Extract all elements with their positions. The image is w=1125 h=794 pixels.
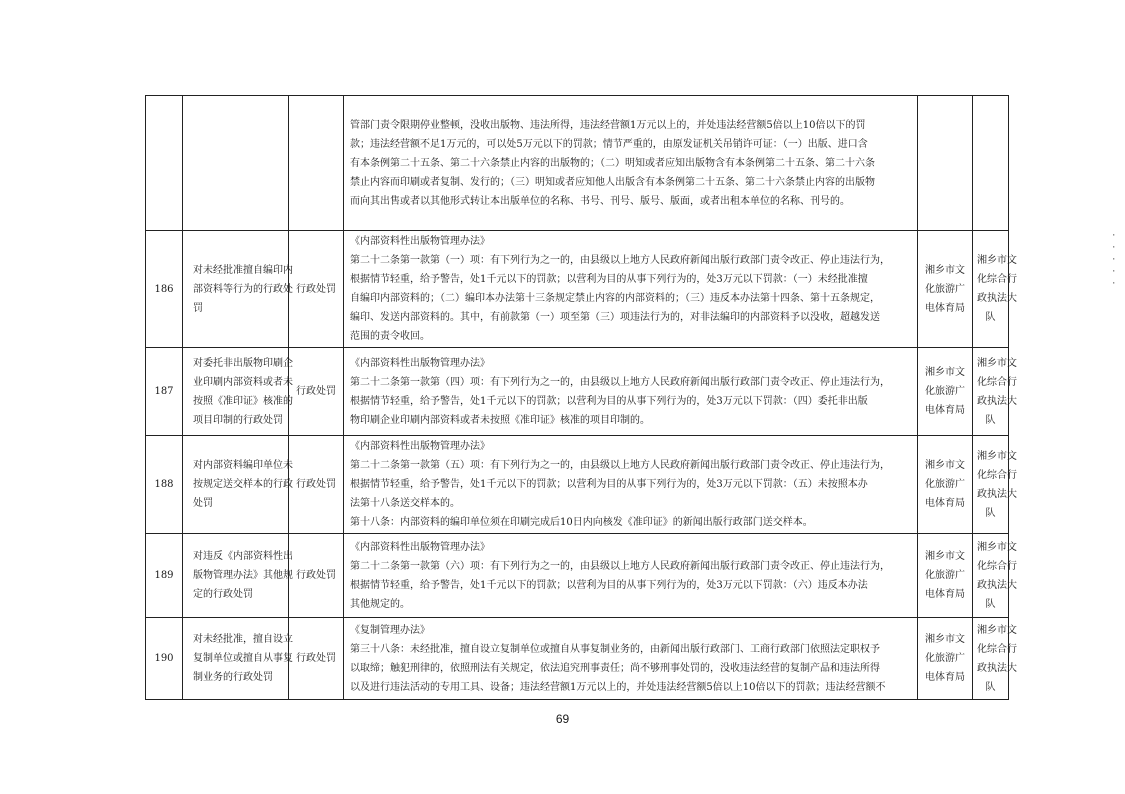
agency-line: 湘乡市文 <box>977 624 1017 636</box>
table-row <box>146 618 1009 700</box>
item-name-line: 项目印制的行政处罚 <box>193 414 283 426</box>
legal-basis-line: 管部门责令限期停业整顿，没收出版物、违法所得，违法经营额1万元以上的，并处违法经营额5倍以上10倍以下的罚 <box>350 119 866 131</box>
department-line: 湘乡市文 <box>925 634 965 645</box>
legal-basis <box>344 96 918 231</box>
item-name-line: 对未经批准，擅自设立 <box>193 634 293 645</box>
legal-basis-line: 有本条例第二十五条、第二十六条禁止内容的出版物的；（二）明知或者应知出版物含有本条例第二十五条、第二十六条 <box>350 157 875 169</box>
enforcement-agency <box>973 534 1017 618</box>
agency-line: 政执法大 <box>977 662 1017 674</box>
legal-basis <box>344 534 918 618</box>
agency-line: 政执法大 <box>977 488 1017 500</box>
table-row <box>146 436 1009 534</box>
agency-line: 化综合行 <box>977 274 1017 285</box>
legal-basis <box>344 436 918 534</box>
legal-basis-line: 自编印内部资料的；（二）编印本办法第十三条规定禁止内容的内部资料的；（三）违反本办法第十四条、第十五条规定， <box>350 293 880 304</box>
department-line: 化旅游广 <box>925 653 965 664</box>
responsible-department <box>918 436 973 534</box>
responsible-department <box>918 534 973 618</box>
law-enforcement-table <box>145 95 1017 700</box>
agency-line: 化综合行 <box>977 376 1017 388</box>
responsible-department <box>918 348 973 436</box>
agency-line: 政执法大 <box>977 395 1017 407</box>
item-name-line: 复制单位或擅自从事复 <box>193 653 293 664</box>
agency-line: 队 <box>985 312 996 323</box>
department-line: 湘乡市文 <box>925 264 965 276</box>
agency-line: 湘乡市文 <box>977 255 1017 266</box>
table-row <box>146 231 1009 348</box>
legal-basis-line: 第二十二条第一款第（一）项：有下列行为之一的，由县级以上地方人民政府新闻出版行政部门责令改正、停止违法行为， <box>350 255 890 266</box>
legal-basis-line: 第二十二条第一款第（六）项：有下列行为之一的，由县级以上地方人民政府新闻出版行政部门责令改正、停止违法行为， <box>350 560 890 572</box>
enforcement-agency <box>973 618 1017 700</box>
item-name <box>183 231 293 348</box>
agency-line: 湘乡市文 <box>977 541 1017 553</box>
item-name-line: 对内部资料编印单位未 <box>193 460 293 471</box>
agency-line: 队 <box>985 507 996 519</box>
responsible-department <box>918 618 973 700</box>
enforcement-agency <box>973 348 1017 436</box>
legal-basis-line: 《内部资料性出版物管理办法》 <box>350 541 490 553</box>
item-number: 190 <box>146 618 183 700</box>
item-name <box>183 348 293 436</box>
table-row <box>146 96 1009 231</box>
table-row <box>146 348 1009 436</box>
item-number: 187 <box>146 348 183 436</box>
item-name-line: 按照《准印证》核准的 <box>193 395 293 407</box>
legal-basis-line: 款；违法经营额不足1万元的，可以处5万元以下的罚款；情节严重的，由原发证机关吊销许可证：（一）出版、进口含 <box>350 138 868 150</box>
agency-line: 湘乡市文 <box>977 450 1017 462</box>
agency-line: 队 <box>985 681 996 693</box>
legal-basis-line: 根据情节轻重，给予警告，处1千元以下的罚款；以营利为目的从事下列行为的，处3万元以下罚款：（五）未按照本办 <box>350 479 868 490</box>
enforcement-agency <box>973 436 1017 534</box>
power-type: 行政处罚 <box>289 534 344 618</box>
power-type: 行政处罚 <box>289 231 344 348</box>
item-name <box>183 534 293 618</box>
legal-basis-line: 《内部资料性出版物管理办法》 <box>350 441 490 452</box>
table-row <box>146 534 1009 618</box>
power-type: 行政处罚 <box>289 436 344 534</box>
department-line: 湘乡市文 <box>925 551 965 562</box>
legal-basis-line: 法第十八条送交样本的。 <box>350 498 460 509</box>
legal-basis-line: 以及进行违法活动的专用工具、设备；违法经营额1万元以上的，并处违法经营额5倍以上10倍以下的罚款；违法经营额不 <box>350 681 886 693</box>
department-line: 湘乡市文 <box>925 460 965 471</box>
legal-basis-line: 禁止内容而印刷或者复制、发行的；（三）明知或者应知他人出版含有本条例第二十五条、第二十六条禁止内容的出版物 <box>350 176 875 188</box>
legal-basis <box>344 231 918 348</box>
department-line: 电体育局 <box>925 672 965 683</box>
item-name-line: 按规定送交样本的行政 <box>193 479 293 490</box>
agency-line: 湘乡市文 <box>977 357 1017 369</box>
responsible-department <box>918 231 973 348</box>
responsible-department <box>918 96 973 231</box>
item-name-line: 对委托非出版物印刷企 <box>193 357 293 369</box>
department-line: 电体育局 <box>925 498 965 509</box>
item-number: 188 <box>146 436 183 534</box>
legal-basis-line: 物印刷企业印刷内部资料或者未按照《准印证》核准的项目印制的。 <box>350 414 650 426</box>
item-name-line: 处罚 <box>193 498 213 509</box>
legal-basis-line: 范围的责令收回。 <box>350 331 430 342</box>
enforcement-agency <box>973 96 1009 231</box>
power-type: 行政处罚 <box>289 348 344 436</box>
department-line: 电体育局 <box>925 589 965 600</box>
legal-basis-line: 《内部资料性出版物管理办法》 <box>350 357 490 369</box>
agency-line: 队 <box>985 598 996 610</box>
agency-line: 政执法大 <box>977 293 1017 304</box>
item-name-line: 罚 <box>193 302 203 314</box>
department-line: 湘乡市文 <box>925 367 965 378</box>
legal-basis-line: 其他规定的。 <box>350 598 410 610</box>
item-name-line: 版物管理办法》其他规 <box>193 570 293 581</box>
enforcement-agency <box>973 231 1017 348</box>
department-line: 化旅游广 <box>925 570 965 581</box>
legal-basis <box>344 348 918 436</box>
legal-basis-line: 编印、发送内部资料的。其中，有前款第（一）项至第（三）项违法行为的，对非法编印的内部资料予以没收，超越发送 <box>350 312 880 323</box>
legal-basis <box>344 618 918 700</box>
department-line: 化旅游广 <box>925 479 965 490</box>
item-name-line: 部资料等行为的行政处 <box>193 283 293 295</box>
department-line: 电体育局 <box>925 302 965 314</box>
department-line: 化旅游广 <box>925 386 965 397</box>
page-number: 69 <box>555 712 570 726</box>
item-name-line: 对违反《内部资料性出 <box>193 551 293 562</box>
agency-line: 队 <box>985 414 996 426</box>
legal-basis-line: 《复制管理办法》 <box>350 624 430 636</box>
item-name-line: 业印刷内部资料或者未 <box>193 376 293 388</box>
legal-basis-line: 以取缔；触犯刑律的，依照刑法有关规定，依法追究刑事责任；尚不够刑事处罚的，没收违法经营的复制产品和违法所得 <box>350 662 880 674</box>
item-name <box>183 436 293 534</box>
item-name-line: 制业务的行政处罚 <box>193 672 273 683</box>
item-name-line: 定的行政处罚 <box>193 589 253 600</box>
legal-basis-line: 第十八条：内部资料的编印单位须在印刷完成后10日内向核发《准印证》的新闻出版行政部门送交样本。 <box>350 517 813 528</box>
legal-basis-line: 第二十二条第一款第（五）项：有下列行为之一的，由县级以上地方人民政府新闻出版行政部门责令改正、停止违法行为， <box>350 460 890 471</box>
item-name <box>183 618 293 700</box>
agency-line: 化综合行 <box>977 643 1017 655</box>
legal-basis-line: 《内部资料性出版物管理办法》 <box>350 236 490 247</box>
agency-line: 政执法大 <box>977 579 1017 591</box>
item-number <box>146 96 183 231</box>
legal-basis-line: 根据情节轻重，给予警告，处1千元以下的罚款；以营利为目的从事下列行为的，处3万元以下罚款：（一）未经批准擅 <box>350 274 868 285</box>
legal-basis-line: 第二十二条第一款第（四）项：有下列行为之一的，由县级以上地方人民政府新闻出版行政部门责令改正、停止违法行为， <box>350 376 890 388</box>
legal-basis-line: 根据情节轻重，给予警告，处1千元以下的罚款；以营利为目的从事下列行为的，处3万元以下罚款：（四）委托非出版 <box>350 395 868 407</box>
department-line: 电体育局 <box>925 405 965 416</box>
legal-basis-line: 而向其出售或者以其他形式转让本出版单位的名称、书号、刊号、版号、版面，或者出租本单位的名称、刊号的。 <box>350 195 850 207</box>
department-line: 化旅游广 <box>925 283 965 295</box>
item-number: 186 <box>146 231 183 348</box>
agency-line: 化综合行 <box>977 469 1017 481</box>
power-type <box>289 96 344 231</box>
item-number: 189 <box>146 534 183 618</box>
legal-basis-line: 根据情节轻重，给予警告，处1千元以下的罚款；以营利为目的从事下列行为的，处3万元以下罚款：（六）违反本办法 <box>350 579 868 591</box>
scan-edge-marks: ····· <box>1111 231 1117 289</box>
agency-line: 化综合行 <box>977 560 1017 572</box>
item-name <box>183 96 289 231</box>
power-type: 行政处罚 <box>289 618 344 700</box>
legal-basis-line: 第三十八条：未经批准，擅自设立复制单位或擅自从事复制业务的，由新闻出版行政部门、工商行政部门依照法定职权予 <box>350 643 880 655</box>
item-name-line: 对未经批准擅自编印内 <box>193 264 293 276</box>
